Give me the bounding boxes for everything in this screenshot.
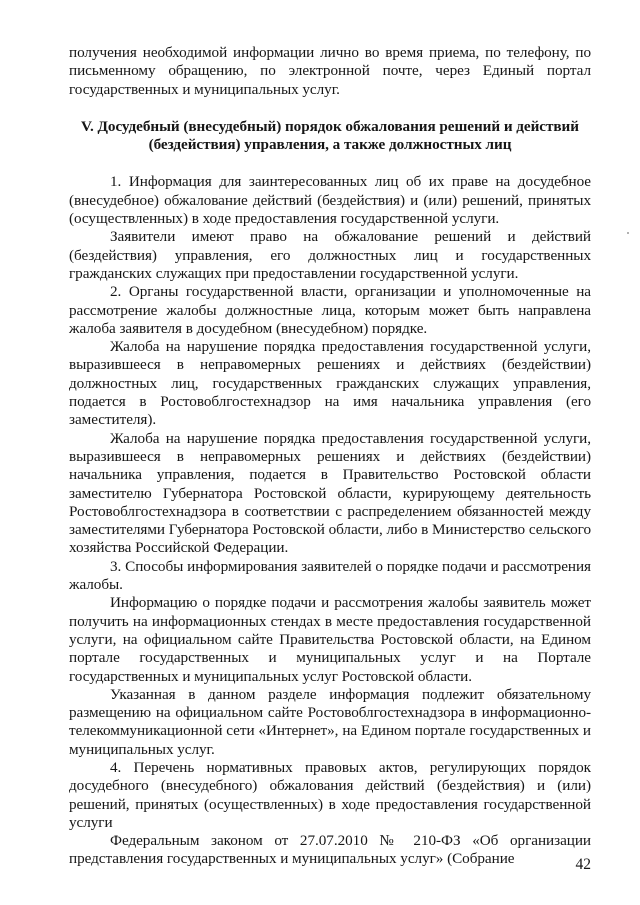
paragraph-9: 4. Перечень нормативных правовых актов, регулирующих порядок досудебного (внесудебного) обжалования действий (бездействия) и (или) решений, принятых (осуществленных) в ходе предоставления государственной услуги [69, 758, 591, 831]
paragraph-10: Федеральным законом от 27.07.2010 № 210-ФЗ «Об организации представления государственных и муниципальных услуг» (Собрание [69, 832, 591, 868]
paragraph-2: Заявители имеют право на обжалование решений и действий (бездействия) управления, его должностных лиц и государственных гражданских служащих при предоставлении государственной услуги. [69, 228, 591, 282]
page-body [69, 44, 591, 869]
scan-speck [627, 232, 629, 234]
paragraph-3: 2. Органы государственной власти, организации и уполномоченные на рассмотрение жалобы должностные лица, которым может быть направлена жалоба заявителя в досудебном (внесудебном) порядке. [69, 283, 591, 337]
paragraph-6: 3. Способы информирования заявителей о порядке подачи и рассмотрения жалобы. [69, 557, 591, 594]
opening-paragraph: получения необходимой информации лично во время приема, по телефону, по письменному обращению, по электронной почте, через Единый портал государственных и муниципальных услуг. [69, 44, 591, 98]
paragraph-8: Указанная в данном разделе информация подлежит обязательному размещению на официальном сайте Ростовоблгостехнадзора в информационно-телекоммуникационной сети «Интернет», на Едином портале государственных и муниципальных услуг. [69, 685, 591, 758]
paragraph-4: Жалоба на нарушение порядка предоставления государственной услуги, выразившееся в неправомерных решениях и действиях (бездействии) должностных лиц, государственных гражданских служащих управления, подается в Ростовоблгостехнадзор на имя начальника управления (его заместителя). [69, 338, 591, 429]
page-number: 42 [575, 856, 591, 873]
paragraph-7: Информацию о порядке подачи и рассмотрения жалобы заявитель может получить на информационных стендах в месте предоставления государственной услуги, на официальном сайте Правительства Ростовской области, на Едином портале государственных и муниципальных услуг и на Портале государственных и муниципальных услуг Ростовской области. [69, 594, 591, 685]
paragraph-1: 1. Информация для заинтересованных лиц об их праве на досудебное (внесудебное) обжалование действий (бездействия) и (или) решений, принятых (осуществленных) в ходе предоставления государственной услуги. [69, 173, 591, 228]
section-heading: V. Досудебный (внесудебный) порядок обжалования решений и действий (бездействия) управления, а также должностных лиц [81, 117, 579, 154]
paragraph-5: Жалоба на нарушение порядка предоставления государственной услуги, выразившееся в неправомерных решениях и действиях (бездействии) начальника управления, подается в Правительство Ростовской области заместителю Губернатора Ростовской области, курирующему деятельность Ростовоблгостехнадзора в соответствии с распределением обязанностей между заместителями Губернатора Ростовской области, либо в Министерство сельского хозяйства Российской Федерации. [69, 429, 591, 557]
